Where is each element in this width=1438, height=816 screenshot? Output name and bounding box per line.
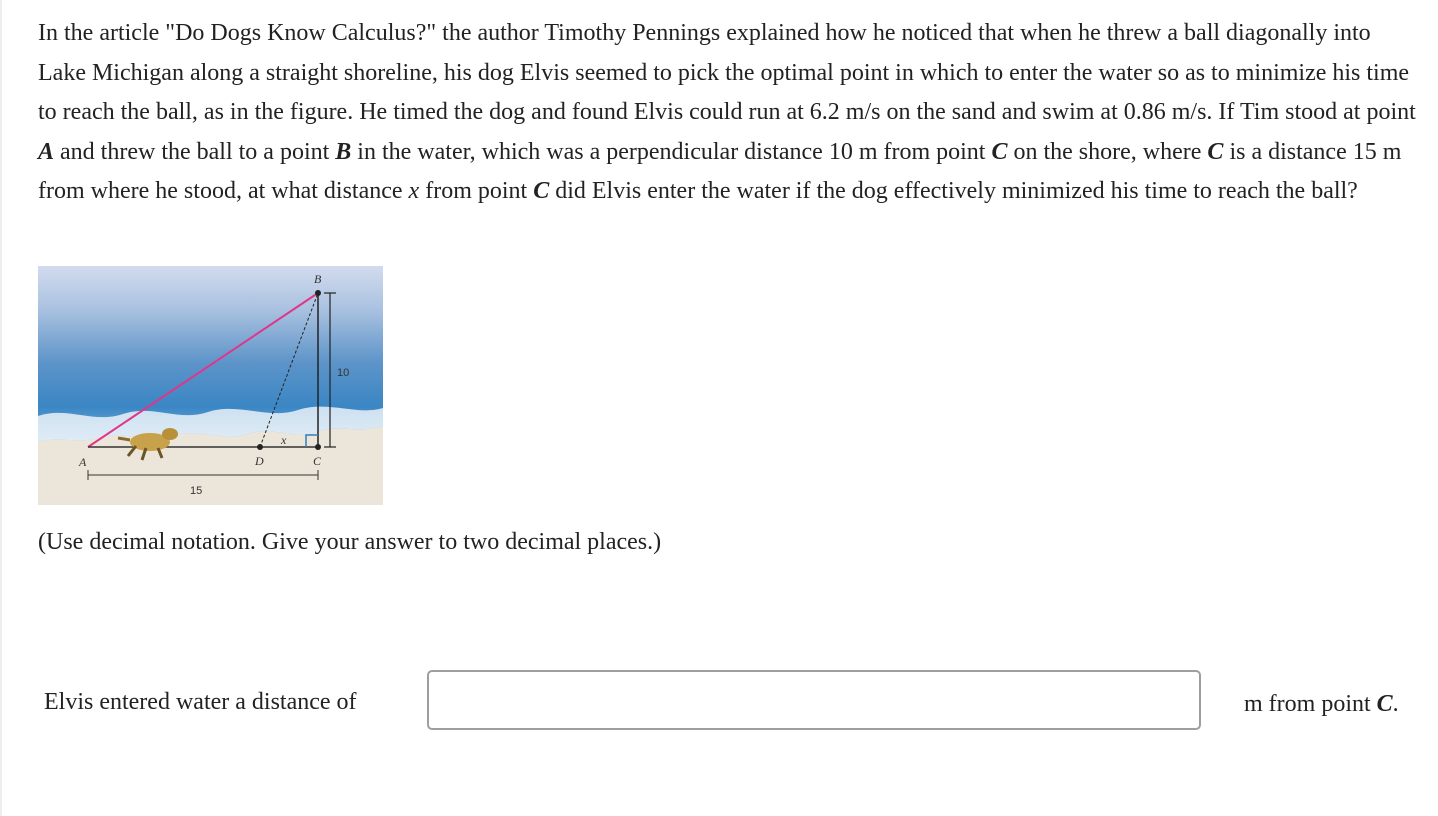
- answer-prefix: Elvis entered water a distance of: [44, 689, 357, 715]
- figure-diagram: [38, 266, 383, 505]
- question-segment: In the article "Do Dogs Know Calculus?" the author Timothy Pennings explained how he noticed that when he threw a ball diagonally into Lake Michigan along a straight shoreline, his dog Elvis seemed to pick the optimal point in which to enter the water so as to minimize his time to reach the ball, as in the figure. He timed the dog and found Elvis could run at 6.2 m/s on the sand and swim at 0.86 m/s. If Tim stood at point: [38, 20, 1416, 125]
- label-b: B: [314, 272, 322, 286]
- lake-figure: [38, 266, 383, 505]
- answer-suffix-text: m from point: [1244, 691, 1377, 717]
- question-segment: is a distance 15 m from where he stood, at what distance: [38, 138, 1402, 204]
- question-segment: on the shore, where: [1007, 138, 1208, 165]
- variable-c: C: [991, 138, 1008, 165]
- instruction-text: (Use decimal notation. Give your answer to two decimal places.): [38, 529, 662, 555]
- variable-a: A: [38, 138, 55, 165]
- point-b-marker: [315, 290, 321, 296]
- answer-input[interactable]: [427, 670, 1201, 730]
- label-10: 10: [337, 367, 350, 379]
- label-d: D: [255, 454, 264, 468]
- answer-row: [0, 670, 1438, 734]
- question-segment: from point: [419, 178, 534, 204]
- answer-suffix: [1244, 690, 1399, 718]
- label-15: 15: [190, 485, 203, 497]
- variable-c: C: [533, 178, 550, 204]
- variable-x: x: [408, 178, 420, 204]
- label-a: A: [79, 455, 87, 469]
- label-c: C: [313, 454, 322, 468]
- point-c-marker: [315, 444, 321, 450]
- question-text: [38, 14, 1423, 212]
- variable-b: B: [335, 138, 352, 165]
- question-segment: did Elvis enter the water if the dog effectively minimized his time to reach the ball?: [549, 178, 1358, 204]
- variable-c: C: [1207, 138, 1224, 165]
- question-segment: in the water, which was a perpendicular distance 10 m from point: [351, 138, 992, 165]
- answer-suffix-point: C: [1376, 691, 1393, 717]
- point-d-marker: [257, 444, 263, 450]
- label-x: x: [281, 433, 287, 447]
- answer-suffix-period: .: [1392, 691, 1399, 717]
- question-segment: and threw the ball to a point: [54, 138, 336, 165]
